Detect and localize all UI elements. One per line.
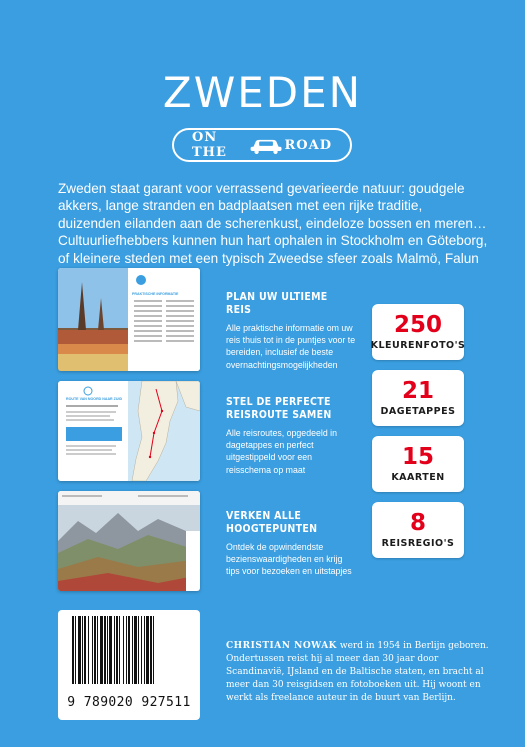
- author-bio-text: werd in 1954 in Berlijn geboren. Ondertussen reist hij al meer dan 30 jaar door Scandinavië, IJsland en de Baltische staten, en bracht al meer dan 30 reisgidsen en fotoboeken uit. Hij woont en werkt als freelance auteur in de buurt van Berlijn.: [226, 641, 489, 703]
- barcode-digits: 9 789020 927511: [67, 695, 191, 710]
- stat-number: 21: [401, 378, 434, 404]
- thumbnail-route-map: [58, 381, 200, 481]
- stat-stages: [372, 370, 464, 426]
- feature-route: [226, 396, 356, 476]
- thumbnail-practical-info: [58, 268, 200, 371]
- thumb-heading: PRAKTISCHE INFORMATIE: [132, 292, 179, 296]
- feature-heading: PLAN UW ULTIEME REIS: [226, 291, 328, 316]
- author-name: CHRISTIAN NOWAK: [226, 641, 338, 651]
- stat-label: KAARTEN: [391, 472, 445, 483]
- stat-photos: [372, 304, 464, 360]
- thumb-heading: ROUTE VAN NOORD NAAR ZUID: [66, 397, 123, 401]
- feature-highlights: [226, 510, 356, 578]
- stat-regions: [372, 502, 464, 558]
- intro-text: Zweden staat garant voor verrassend gevarieerde natuur: goudgele akkers, lange stranden en badplaatsen met een rijke traditie, duizenden eilanden aan de scherenkust, eindeloze bossen en meren… Cultuurliefhebbers kunnen hun hart ophalen in Stockholm en Göteborg, of kleinere steden met een typisch Zweedse sfeer zoals Malmö, Falun: [58, 181, 488, 266]
- city-spread-illustration: [58, 268, 200, 371]
- stat-maps: [372, 436, 464, 492]
- on-the-road-badge: [172, 128, 352, 162]
- stat-label: DAGETAPPES: [380, 406, 456, 417]
- map-spread-illustration: [58, 381, 200, 481]
- feature-description: Alle reisroutes, opgedeeld in dagetappes en perfect uitgestippeld voor een reisschema op maat: [226, 428, 338, 475]
- stat-number: 15: [401, 444, 434, 470]
- landscape-photo-illustration: [58, 491, 200, 591]
- stat-label: REISREGIO'S: [381, 538, 455, 549]
- stat-number: 8: [409, 510, 426, 536]
- book-title: ZWEDEN: [162, 68, 363, 117]
- barcode-bars: [58, 616, 200, 706]
- feature-description: Alle praktische informatie om uw reis thuis tot in de puntjes voor te bereiden, inclusief de beste overnachtingsmogelijkheden: [226, 323, 356, 370]
- stat-number: 250: [393, 312, 442, 338]
- isbn-barcode: [58, 610, 200, 720]
- car-icon: [248, 134, 284, 156]
- stat-label: KLEURENFOTO'S: [370, 340, 466, 351]
- badge-right-text: ROAD: [284, 137, 332, 153]
- feature-plan: [226, 291, 356, 371]
- thumbnail-landscape: [58, 491, 200, 591]
- badge-left-text: ON THE: [192, 130, 227, 160]
- feature-description: Ontdek de opwindendste bezienswaardigheden en krijg tips voor bezoeken en uitstapjes: [226, 542, 352, 577]
- author-bio: [226, 640, 491, 705]
- feature-heading: VERKEN ALLE HOOGTEPUNTEN: [226, 510, 318, 535]
- feature-heading: STEL DE PERFECTE REISROUTE SAMEN: [226, 396, 332, 421]
